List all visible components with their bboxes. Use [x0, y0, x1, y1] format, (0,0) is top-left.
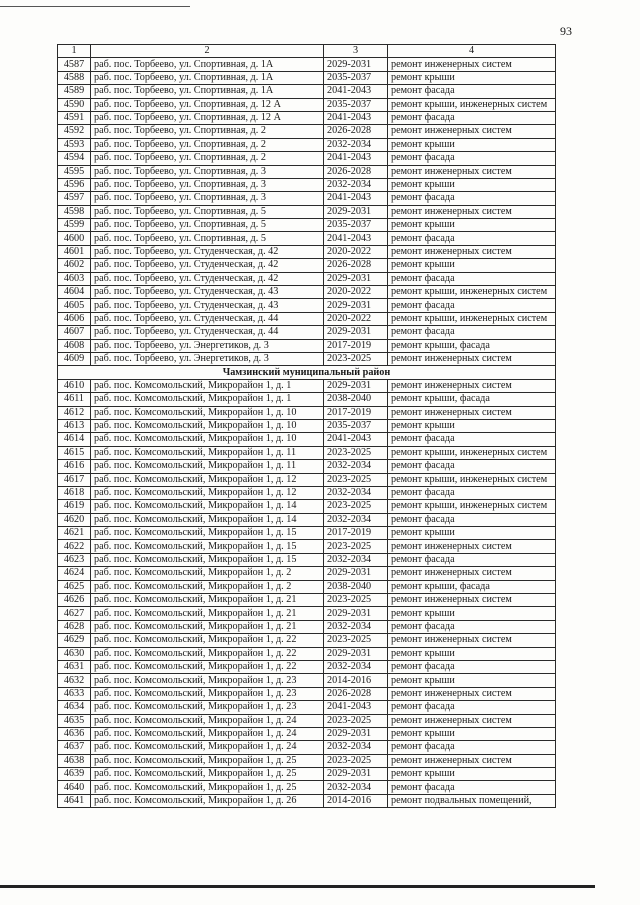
row-number: 4638: [58, 754, 91, 767]
row-address: раб. пос. Торбеево, ул. Спортивная, д. 2: [91, 152, 324, 165]
row-period: 2035-2037: [324, 419, 388, 432]
row-address: раб. пос. Комсомольский, Микрорайон 1, д. 22: [91, 634, 324, 647]
row-period: 2023-2025: [324, 594, 388, 607]
row-work-type: ремонт фасада: [388, 701, 556, 714]
row-period: 2020-2022: [324, 245, 388, 258]
row-number: 4635: [58, 714, 91, 727]
row-work-type: ремонт крыши, инженерных систем: [388, 500, 556, 513]
table-row: [58, 768, 556, 781]
scan-edge-line-top: [0, 6, 190, 7]
row-period: 2029-2031: [324, 768, 388, 781]
table-row: [58, 727, 556, 740]
row-period: 2032-2034: [324, 513, 388, 526]
row-work-type: ремонт фасада: [388, 232, 556, 245]
table-row: [58, 259, 556, 272]
row-number: 4629: [58, 634, 91, 647]
section-heading: Чамзинский муниципальный район: [58, 366, 556, 379]
header-row: [58, 45, 556, 58]
table-row: [58, 754, 556, 767]
row-period: 2029-2031: [324, 326, 388, 339]
row-address: раб. пос. Комсомольский, Микрорайон 1, д. 1: [91, 393, 324, 406]
row-number: 4601: [58, 245, 91, 258]
row-work-type: ремонт инженерных систем: [388, 125, 556, 138]
row-number: 4589: [58, 85, 91, 98]
row-work-type: ремонт инженерных систем: [388, 594, 556, 607]
row-number: 4630: [58, 647, 91, 660]
row-address: раб. пос. Комсомольский, Микрорайон 1, д. 10: [91, 406, 324, 419]
table-row: [58, 647, 556, 660]
row-address: раб. пос. Торбеево, ул. Студенческая, д. 42: [91, 259, 324, 272]
row-number: 4611: [58, 393, 91, 406]
row-address: раб. пос. Торбеево, ул. Спортивная, д. 12 А: [91, 98, 324, 111]
table-row: [58, 527, 556, 540]
row-work-type: ремонт крыши, инженерных систем: [388, 98, 556, 111]
row-period: 2023-2025: [324, 754, 388, 767]
row-number: 4604: [58, 286, 91, 299]
row-work-type: ремонт крыши, фасада: [388, 580, 556, 593]
row-period: 2029-2031: [324, 727, 388, 740]
row-number: 4613: [58, 419, 91, 432]
table-header: [58, 45, 556, 58]
row-period: 2014-2016: [324, 674, 388, 687]
row-period: 2020-2022: [324, 286, 388, 299]
table-row: [58, 286, 556, 299]
row-period: 2032-2034: [324, 741, 388, 754]
row-number: 4610: [58, 379, 91, 392]
table-row: [58, 299, 556, 312]
row-address: раб. пос. Комсомольский, Микрорайон 1, д. 21: [91, 607, 324, 620]
row-number: 4595: [58, 165, 91, 178]
row-work-type: ремонт инженерных систем: [388, 634, 556, 647]
row-work-type: ремонт крыши: [388, 674, 556, 687]
row-work-type: ремонт инженерных систем: [388, 540, 556, 553]
row-address: раб. пос. Торбеево, ул. Спортивная, д. 2: [91, 138, 324, 151]
row-number: 4620: [58, 513, 91, 526]
table-row: [58, 500, 556, 513]
row-number: 4622: [58, 540, 91, 553]
capital-repair-table: [57, 44, 556, 808]
row-address: раб. пос. Торбеево, ул. Спортивная, д. 3: [91, 192, 324, 205]
row-number: 4596: [58, 178, 91, 191]
row-period: 2035-2037: [324, 71, 388, 84]
row-work-type: ремонт инженерных систем: [388, 714, 556, 727]
header-col-number: 1: [58, 45, 91, 58]
header-col-period: 3: [324, 45, 388, 58]
table-row: [58, 312, 556, 325]
row-work-type: ремонт фасада: [388, 660, 556, 673]
row-period: 2020-2022: [324, 312, 388, 325]
row-number: 4621: [58, 527, 91, 540]
row-work-type: ремонт инженерных систем: [388, 245, 556, 258]
row-address: раб. пос. Торбеево, ул. Студенческая, д. 44: [91, 326, 324, 339]
row-work-type: ремонт инженерных систем: [388, 567, 556, 580]
table-row: [58, 111, 556, 124]
row-number: 4631: [58, 660, 91, 673]
row-address: раб. пос. Комсомольский, Микрорайон 1, д. 25: [91, 781, 324, 794]
table-row: [58, 486, 556, 499]
row-address: раб. пос. Комсомольский, Микрорайон 1, д. 24: [91, 741, 324, 754]
row-period: 2026-2028: [324, 259, 388, 272]
row-period: 2026-2028: [324, 687, 388, 700]
row-number: 4597: [58, 192, 91, 205]
row-work-type: ремонт подвальных помещений,: [388, 794, 556, 807]
row-address: раб. пос. Комсомольский, Микрорайон 1, д. 24: [91, 727, 324, 740]
row-work-type: ремонт инженерных систем: [388, 205, 556, 218]
row-address: раб. пос. Комсомольский, Микрорайон 1, д. 22: [91, 660, 324, 673]
row-number: 4591: [58, 111, 91, 124]
row-period: 2032-2034: [324, 660, 388, 673]
table-row: [58, 446, 556, 459]
row-address: раб. пос. Комсомольский, Микрорайон 1, д. 14: [91, 500, 324, 513]
row-work-type: ремонт крыши: [388, 607, 556, 620]
row-period: 2032-2034: [324, 620, 388, 633]
section-row: [58, 366, 556, 379]
row-number: 4590: [58, 98, 91, 111]
row-address: раб. пос. Комсомольский, Микрорайон 1, д. 15: [91, 540, 324, 553]
row-work-type: ремонт крыши: [388, 727, 556, 740]
row-work-type: ремонт инженерных систем: [388, 406, 556, 419]
row-period: 2029-2031: [324, 299, 388, 312]
row-address: раб. пос. Комсомольский, Микрорайон 1, д. 2: [91, 567, 324, 580]
row-period: 2017-2019: [324, 527, 388, 540]
row-number: 4618: [58, 486, 91, 499]
row-number: 4623: [58, 553, 91, 566]
row-number: 4587: [58, 58, 91, 71]
row-work-type: ремонт фасада: [388, 272, 556, 285]
row-number: 4626: [58, 594, 91, 607]
row-period: 2023-2025: [324, 446, 388, 459]
row-address: раб. пос. Торбеево, ул. Спортивная, д. 5: [91, 232, 324, 245]
table-row: [58, 781, 556, 794]
table-row: [58, 58, 556, 71]
row-period: 2023-2025: [324, 473, 388, 486]
row-number: 4600: [58, 232, 91, 245]
row-address: раб. пос. Торбеево, ул. Спортивная, д. 1А: [91, 85, 324, 98]
row-work-type: ремонт крыши: [388, 259, 556, 272]
row-number: 4639: [58, 768, 91, 781]
row-period: 2032-2034: [324, 486, 388, 499]
row-work-type: ремонт фасада: [388, 553, 556, 566]
row-address: раб. пос. Торбеево, ул. Энергетиков, д. 3: [91, 352, 324, 365]
row-work-type: ремонт крыши: [388, 138, 556, 151]
row-address: раб. пос. Торбеево, ул. Спортивная, д. 12 А: [91, 111, 324, 124]
table-row: [58, 473, 556, 486]
row-number: 4588: [58, 71, 91, 84]
table-row: [58, 580, 556, 593]
row-number: 4598: [58, 205, 91, 218]
row-work-type: ремонт инженерных систем: [388, 379, 556, 392]
row-work-type: ремонт фасада: [388, 85, 556, 98]
table-row: [58, 553, 556, 566]
row-address: раб. пос. Торбеево, ул. Студенческая, д. 42: [91, 272, 324, 285]
row-work-type: ремонт крыши: [388, 178, 556, 191]
table-row: [58, 85, 556, 98]
row-number: 4634: [58, 701, 91, 714]
row-work-type: ремонт инженерных систем: [388, 687, 556, 700]
row-period: 2029-2031: [324, 607, 388, 620]
row-number: 4592: [58, 125, 91, 138]
row-work-type: ремонт крыши: [388, 419, 556, 432]
row-work-type: ремонт фасада: [388, 486, 556, 499]
scan-edge-line-bottom: [0, 885, 595, 888]
row-work-type: ремонт фасада: [388, 513, 556, 526]
row-number: 4632: [58, 674, 91, 687]
row-address: раб. пос. Комсомольский, Микрорайон 1, д. 11: [91, 446, 324, 459]
table-row: [58, 178, 556, 191]
row-address: раб. пос. Комсомольский, Микрорайон 1, д. 25: [91, 754, 324, 767]
row-period: 2032-2034: [324, 178, 388, 191]
row-number: 4616: [58, 460, 91, 473]
row-period: 2041-2043: [324, 111, 388, 124]
table-row: [58, 460, 556, 473]
row-work-type: ремонт крыши: [388, 768, 556, 781]
row-address: раб. пос. Комсомольский, Микрорайон 1, д. 10: [91, 419, 324, 432]
row-number: 4608: [58, 339, 91, 352]
row-period: 2017-2019: [324, 339, 388, 352]
row-period: 2032-2034: [324, 138, 388, 151]
row-address: раб. пос. Торбеево, ул. Студенческая, д. 43: [91, 286, 324, 299]
row-number: 4615: [58, 446, 91, 459]
row-address: раб. пос. Комсомольский, Микрорайон 1, д. 11: [91, 460, 324, 473]
table-row: [58, 192, 556, 205]
row-address: раб. пос. Торбеево, ул. Спортивная, д. 5: [91, 205, 324, 218]
row-number: 4628: [58, 620, 91, 633]
row-number: 4627: [58, 607, 91, 620]
row-work-type: ремонт фасада: [388, 192, 556, 205]
row-address: раб. пос. Торбеево, ул. Студенческая, д. 42: [91, 245, 324, 258]
table-row: [58, 567, 556, 580]
row-work-type: ремонт крыши: [388, 647, 556, 660]
row-period: 2032-2034: [324, 553, 388, 566]
row-period: 2023-2025: [324, 352, 388, 365]
row-number: 4612: [58, 406, 91, 419]
table-row: [58, 232, 556, 245]
row-address: раб. пос. Торбеево, ул. Спортивная, д. 1А: [91, 58, 324, 71]
row-work-type: ремонт фасада: [388, 433, 556, 446]
row-period: 2029-2031: [324, 58, 388, 71]
row-address: раб. пос. Комсомольский, Микрорайон 1, д. 23: [91, 701, 324, 714]
row-period: 2023-2025: [324, 714, 388, 727]
row-number: 4603: [58, 272, 91, 285]
row-period: 2038-2040: [324, 393, 388, 406]
table-row: [58, 620, 556, 633]
row-number: 4633: [58, 687, 91, 700]
row-number: 4609: [58, 352, 91, 365]
row-address: раб. пос. Комсомольский, Микрорайон 1, д. 10: [91, 433, 324, 446]
row-number: 4602: [58, 259, 91, 272]
row-work-type: ремонт фасада: [388, 741, 556, 754]
row-period: 2041-2043: [324, 85, 388, 98]
row-work-type: ремонт фасада: [388, 460, 556, 473]
row-address: раб. пос. Комсомольский, Микрорайон 1, д. 22: [91, 647, 324, 660]
row-address: раб. пос. Торбеево, ул. Спортивная, д. 2: [91, 125, 324, 138]
row-period: 2029-2031: [324, 647, 388, 660]
row-work-type: ремонт крыши, инженерных систем: [388, 473, 556, 486]
table-row: [58, 634, 556, 647]
row-work-type: ремонт инженерных систем: [388, 165, 556, 178]
table-row: [58, 674, 556, 687]
table-body: [58, 58, 556, 808]
row-number: 4637: [58, 741, 91, 754]
table-row: [58, 419, 556, 432]
row-number: 4599: [58, 219, 91, 232]
row-address: раб. пос. Комсомольский, Микрорайон 1, д. 15: [91, 553, 324, 566]
row-work-type: ремонт крыши, инженерных систем: [388, 286, 556, 299]
row-period: 2029-2031: [324, 567, 388, 580]
row-period: 2041-2043: [324, 152, 388, 165]
row-period: 2035-2037: [324, 98, 388, 111]
row-work-type: ремонт крыши, инженерных систем: [388, 312, 556, 325]
row-number: 4607: [58, 326, 91, 339]
table-row: [58, 98, 556, 111]
row-number: 4640: [58, 781, 91, 794]
table-row: [58, 205, 556, 218]
table-row: [58, 125, 556, 138]
row-period: 2029-2031: [324, 205, 388, 218]
row-address: раб. пос. Комсомольский, Микрорайон 1, д. 21: [91, 594, 324, 607]
row-period: 2017-2019: [324, 406, 388, 419]
table-row: [58, 594, 556, 607]
row-work-type: ремонт инженерных систем: [388, 754, 556, 767]
row-work-type: ремонт крыши, инженерных систем: [388, 446, 556, 459]
table-row: [58, 701, 556, 714]
row-period: 2023-2025: [324, 634, 388, 647]
row-period: 2038-2040: [324, 580, 388, 593]
row-number: 4594: [58, 152, 91, 165]
row-number: 4614: [58, 433, 91, 446]
row-work-type: ремонт фасада: [388, 781, 556, 794]
row-number: 4619: [58, 500, 91, 513]
row-work-type: ремонт инженерных систем: [388, 58, 556, 71]
row-period: 2035-2037: [324, 219, 388, 232]
table-row: [58, 607, 556, 620]
row-address: раб. пос. Торбеево, ул. Спортивная, д. 3: [91, 165, 324, 178]
table-row: [58, 741, 556, 754]
table-row: [58, 794, 556, 807]
row-work-type: ремонт фасада: [388, 620, 556, 633]
row-address: раб. пос. Торбеево, ул. Спортивная, д. 5: [91, 219, 324, 232]
page-number: 93: [560, 24, 572, 38]
header-col-work: 4: [388, 45, 556, 58]
row-number: 4625: [58, 580, 91, 593]
table-row: [58, 540, 556, 553]
row-address: раб. пос. Комсомольский, Микрорайон 1, д. 2: [91, 580, 324, 593]
table-row: [58, 152, 556, 165]
row-period: 2032-2034: [324, 781, 388, 794]
row-address: раб. пос. Комсомольский, Микрорайон 1, д. 26: [91, 794, 324, 807]
table-row: [58, 219, 556, 232]
row-address: раб. пос. Комсомольский, Микрорайон 1, д. 12: [91, 473, 324, 486]
table-row: [58, 339, 556, 352]
table-row: [58, 393, 556, 406]
table-row: [58, 326, 556, 339]
row-period: 2014-2016: [324, 794, 388, 807]
row-period: 2023-2025: [324, 540, 388, 553]
row-work-type: ремонт фасада: [388, 152, 556, 165]
row-address: раб. пос. Комсомольский, Микрорайон 1, д. 12: [91, 486, 324, 499]
row-work-type: ремонт фасада: [388, 299, 556, 312]
row-work-type: ремонт крыши: [388, 219, 556, 232]
row-work-type: ремонт крыши: [388, 527, 556, 540]
row-work-type: ремонт крыши, фасада: [388, 339, 556, 352]
row-period: 2041-2043: [324, 232, 388, 245]
table-row: [58, 379, 556, 392]
row-address: раб. пос. Комсомольский, Микрорайон 1, д. 1: [91, 379, 324, 392]
row-address: раб. пос. Комсомольский, Микрорайон 1, д. 14: [91, 513, 324, 526]
row-period: 2041-2043: [324, 701, 388, 714]
table-row: [58, 406, 556, 419]
table-row: [58, 660, 556, 673]
row-address: раб. пос. Комсомольский, Микрорайон 1, д. 21: [91, 620, 324, 633]
row-address: раб. пос. Торбеево, ул. Спортивная, д. 1А: [91, 71, 324, 84]
row-period: 2041-2043: [324, 192, 388, 205]
row-work-type: ремонт фасада: [388, 326, 556, 339]
row-number: 4606: [58, 312, 91, 325]
table-row: [58, 165, 556, 178]
row-number: 4605: [58, 299, 91, 312]
row-period: 2023-2025: [324, 500, 388, 513]
header-col-address: 2: [91, 45, 324, 58]
row-address: раб. пос. Торбеево, ул. Спортивная, д. 3: [91, 178, 324, 191]
row-address: раб. пос. Комсомольский, Микрорайон 1, д. 23: [91, 674, 324, 687]
row-period: 2026-2028: [324, 125, 388, 138]
row-period: 2032-2034: [324, 460, 388, 473]
row-period: 2029-2031: [324, 379, 388, 392]
row-number: 4641: [58, 794, 91, 807]
row-period: 2026-2028: [324, 165, 388, 178]
row-number: 4617: [58, 473, 91, 486]
row-address: раб. пос. Комсомольский, Микрорайон 1, д. 23: [91, 687, 324, 700]
table-row: [58, 138, 556, 151]
row-work-type: ремонт крыши, фасада: [388, 393, 556, 406]
table-row: [58, 71, 556, 84]
row-work-type: ремонт инженерных систем: [388, 352, 556, 365]
row-address: раб. пос. Торбеево, ул. Энергетиков, д. 3: [91, 339, 324, 352]
row-address: раб. пос. Комсомольский, Микрорайон 1, д. 24: [91, 714, 324, 727]
table-row: [58, 433, 556, 446]
row-work-type: ремонт крыши: [388, 71, 556, 84]
row-work-type: ремонт фасада: [388, 111, 556, 124]
table-row: [58, 352, 556, 365]
table-row: [58, 272, 556, 285]
table-row: [58, 513, 556, 526]
row-number: 4636: [58, 727, 91, 740]
row-number: 4593: [58, 138, 91, 151]
row-address: раб. пос. Комсомольский, Микрорайон 1, д. 25: [91, 768, 324, 781]
row-number: 4624: [58, 567, 91, 580]
table-row: [58, 714, 556, 727]
table-row: [58, 687, 556, 700]
row-address: раб. пос. Торбеево, ул. Студенческая, д. 44: [91, 312, 324, 325]
row-period: 2029-2031: [324, 272, 388, 285]
row-period: 2041-2043: [324, 433, 388, 446]
row-address: раб. пос. Комсомольский, Микрорайон 1, д. 15: [91, 527, 324, 540]
row-address: раб. пос. Торбеево, ул. Студенческая, д. 43: [91, 299, 324, 312]
table-row: [58, 245, 556, 258]
